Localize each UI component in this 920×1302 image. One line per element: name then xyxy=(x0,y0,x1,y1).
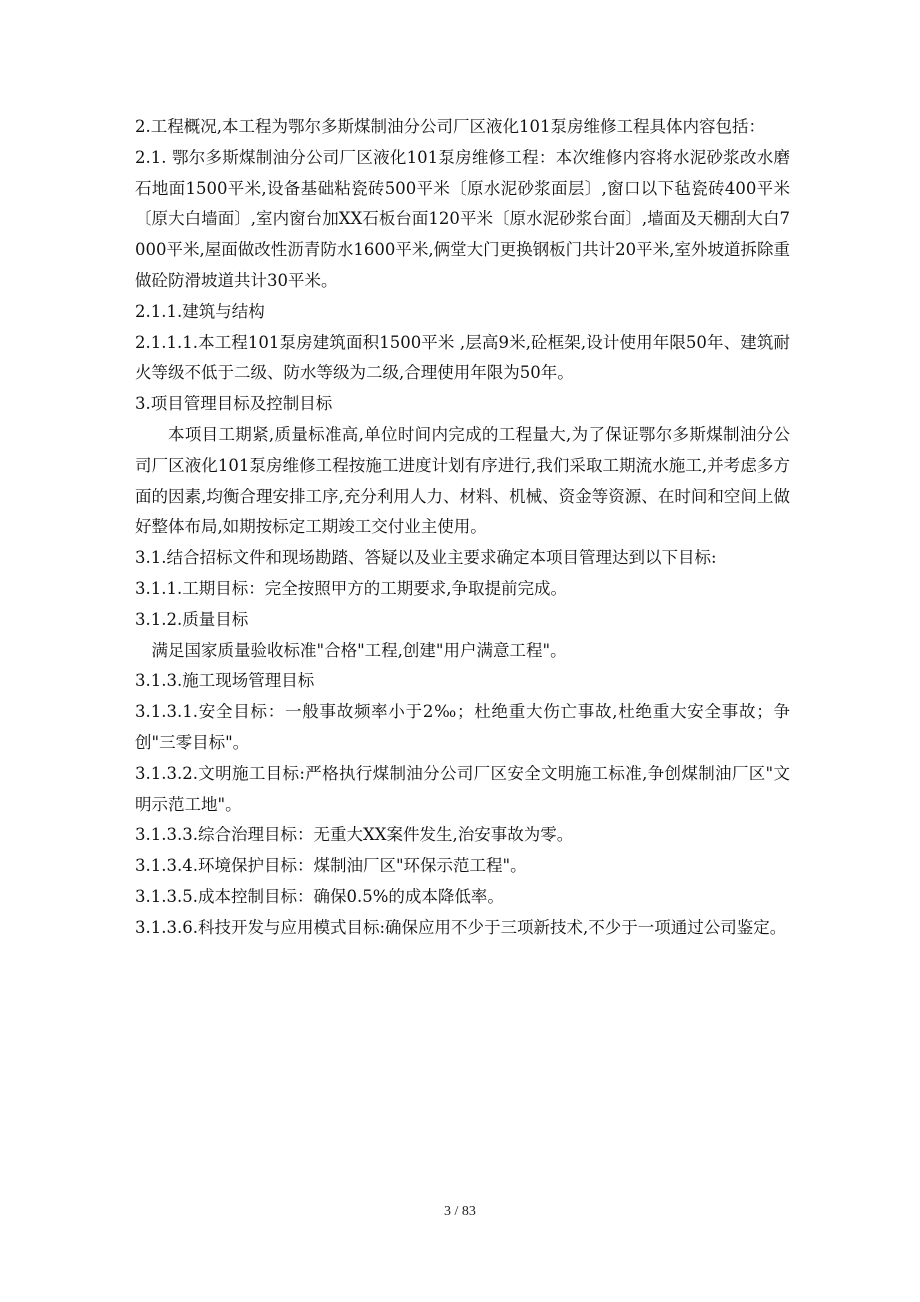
section-3-1-3-4-environment-goal: 3.1.3.4.环境保护目标：煤制油厂区"环保示范工程"。 xyxy=(135,856,527,876)
section-3-1-3-5-cost-goal: 3.1.3.5.成本控制目标：确保0.5%的成本降低率。 xyxy=(135,886,504,906)
section-2-1-1-1-building-info: 2.1.1.1.本工程101泵房建筑面积1500平米 ,层高9米,砼框架,设计使用年限50年、建筑耐火等级不低于二级、防水等级为二级,合理使用年限为50年。 xyxy=(135,332,790,383)
section-3-1-1-schedule-goal: 3.1.1.工期目标：完全按照甲方的工期要求,争取提前完成。 xyxy=(135,578,567,598)
section-3-1-2-quality-heading: 3.1.2.质量目标 xyxy=(135,609,249,629)
page-number: 3 / 83 xyxy=(444,1204,476,1219)
section-3-intro: 本项目工期紧,质量标准高,单位时间内完成的工程量大,为了保证鄂尔多斯煤制油分公司厂区液化101泵房维修工程按施工进度计划有序进行,我们采取工期流水施工,并考虑多方面的因素,均衡合理安排工序,充分利用人力、材料、机械、资金等资源、在时间和空间上做好整体布局,如期按标定工期竣工交付业主使用。 xyxy=(135,424,790,537)
section-3-1-3-1-safety-goal: 3.1.3.1.安全目标：一般事故频率小于2‰；杜绝重大伤亡事故,杜绝重大安全事故；争创"三零目标"。 xyxy=(135,702,790,752)
section-2-overview: 2.工程概况,本工程为鄂尔多斯煤制油分公司厂区液化101泵房维修工程具体内容包括： xyxy=(135,117,765,136)
section-2-1-1-heading: 2.1.1.建筑与结构 xyxy=(135,301,265,321)
section-3-1-3-3-security-goal: 3.1.3.3.综合治理目标：无重大XX案件发生,治安事故为零。 xyxy=(135,825,574,845)
section-2-1-scope: 2.1. 鄂尔多斯煤制油分公司厂区液化101泵房维修工程：本次维修内容将水泥砂浆改水磨石地面1500平米,设备基础粘瓷砖500平米〔原水泥砂浆面层〕,窗口以下毡瓷砖400平米〔原大白墙面〕,室内窗台加XX石板台面120平米〔原水泥砂浆台面〕,墙面及天棚刮大白7000平米,屋面做改性沥青防水1600平米,俩堂大门更换钢板门共计20平米,室外坡道拆除重做砼防滑坡道共计30平米。 xyxy=(135,147,790,290)
document-body xyxy=(135,112,790,944)
section-3-1-goals: 3.1.结合招标文件和现场勘踏、答疑以及业主要求确定本项目管理达到以下目标: xyxy=(135,548,717,568)
section-3-1-3-site-heading: 3.1.3.施工现场管理目标 xyxy=(135,671,315,691)
section-3-1-3-2-civil-goal: 3.1.3.2.文明施工目标:严格执行煤制油分公司厂区安全文明施工标准,争创煤制油厂区"文明示范工地"。 xyxy=(135,763,790,814)
section-3-1-2-quality-goal: 满足国家质量验收标准"合格"工程,创建"用户满意工程"。 xyxy=(151,640,567,660)
section-3-heading: 3.项目管理目标及控制目标 xyxy=(135,394,333,414)
section-3-1-3-6-tech-goal: 3.1.3.6.科技开发与应用模式目标:确保应用不少于三项新技术,不少于一项通过公司鉴定。 xyxy=(135,917,787,937)
